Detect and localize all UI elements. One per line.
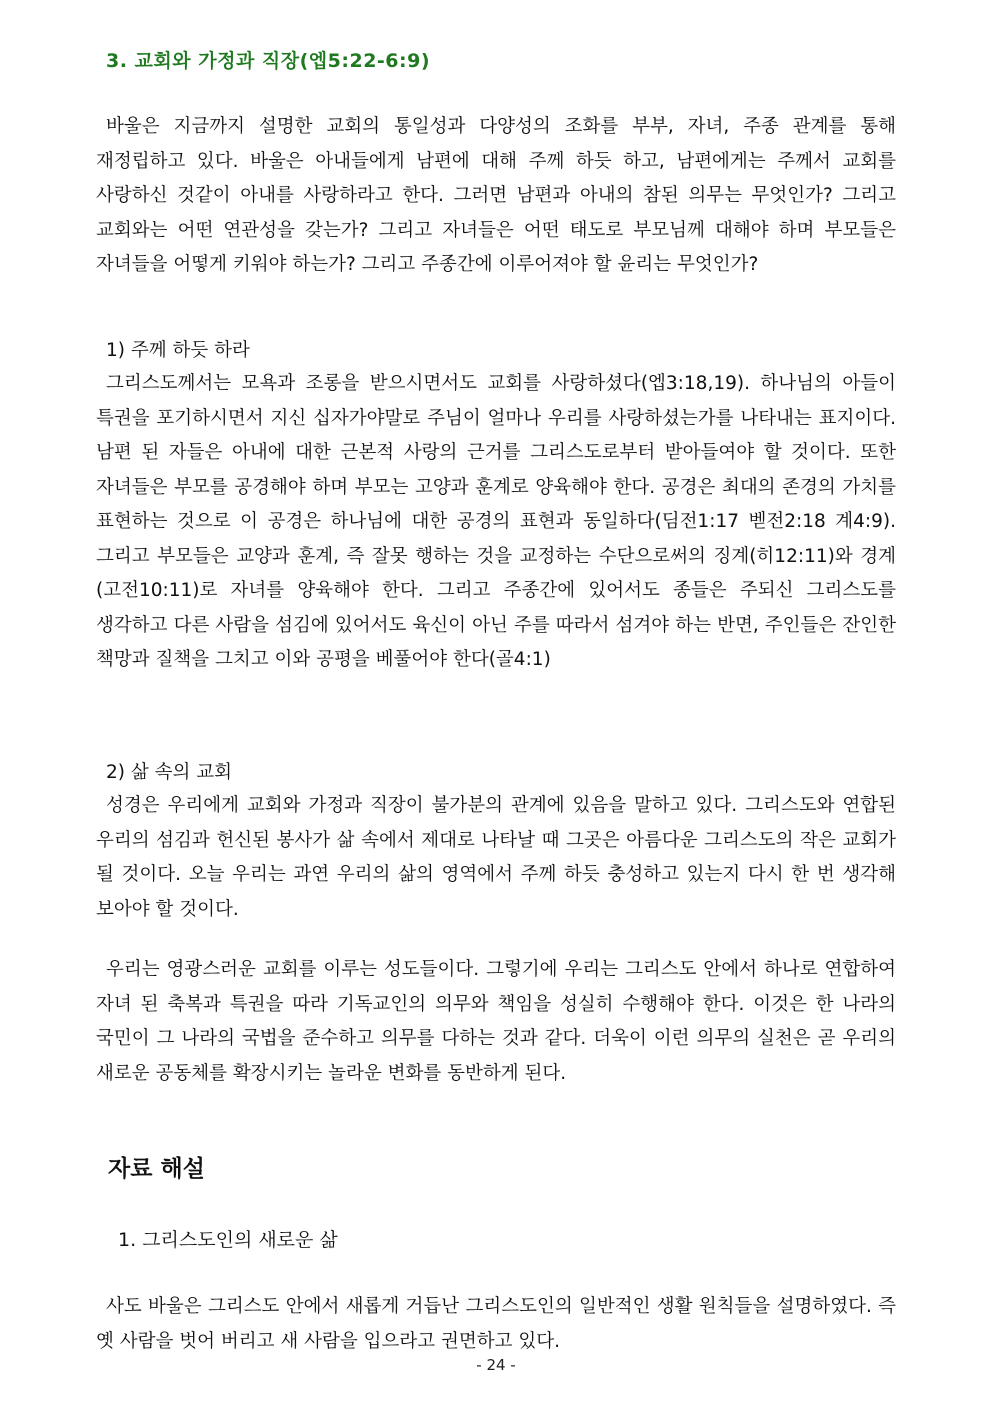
resource-item-1-body: 사도 바울은 그리스도 안에서 새롭게 거듭난 그리스도인의 일반적인 생활 원칙들을 설명하였다. 즉 옛 사람을 벗어 버리고 새 사람을 입으라고 권면하고 있다. [96, 1296, 896, 1352]
section-title: 3. 교회와 가정과 직장(엡5:22-6:9) [106, 50, 431, 72]
subsection-1-body: 그리스도께서는 모욕과 조롱을 받으시면서도 교회를 사랑하셨다(엡3:18,19). 하나님의 아들이 특권을 포기하시면서 지신 십자가야말로 주님이 얼마나 우리를 사랑하셨는가를 나타내는 표지이다. 남편 된 자들은 아내에 대한 근본적 사랑의 근거를 그리스도로부터 받아들여야 할 것이다. 또한 자녀들은 부모를 공경해야 하며 부모는 고양과 훈계로 양육해야 한다. 공경은 최대의 존경의 가치를 표현하는 것으로 이 공경은 하나님에 대한 공경의 표현과 동일하다(딤전1:17 벧전2:18 계4:9). 그리고 부모들은 교양과 훈계, 즉 잘못 행하는 것을 교정하는 수단으로써의 징계(히12:11)와 경계(고전10:11)로 자녀를 양육해야 한다. 그리고 주종간에 있어서도 종들은 주되신 그리스도를 생각하고 다른 사람을 섬김에 있어서도 육신이 아닌 주를 따라서 섬겨야 하는 반면, 주인들은 잔인한 책망과 질책을 그치고 이와 공평을 베풀어야 한다(골4:1) [96, 373, 896, 670]
subsection-2-heading: 2) 삶 속의 교회 [106, 762, 232, 783]
resource-heading: 자료 해설 [108, 1156, 205, 1182]
intro-paragraph: 바울은 지금까지 설명한 교회의 통일성과 다양성의 조화를 부부, 자녀, 주종 관계를 통해 재정립하고 있다. 바울은 아내들에게 남편에 대해 주께 하듯 하고, 남편에게는 주께서 교회를 사랑하신 것같이 아내를 사랑하라고 한다. 그러면 남편과 아내의 참된 의무는 무엇인가? 그리고 교회와는 어떤 연관성을 갖는가? 그리고 자녀들은 어떤 태도로 부모님께 대해야 하며 부모들은 자녀들을 어떻게 키워야 하는가? 그리고 주종간에 이루어져야 할 윤리는 무엇인가? [96, 116, 896, 275]
closing-paragraph: 우리는 영광스러운 교회를 이루는 성도들이다. 그렇기에 우리는 그리스도 안에서 하나로 연합하여 자녀 된 축복과 특권을 따라 기독교인의 의무와 책임을 성실히 수행해야 한다. 이것은 한 나라의 국민이 그 나라의 국법을 준수하고 의무를 다하는 것과 같다. 더욱이 이런 의무의 실천은 곧 우리의 새로운 공동체를 확장시키는 놀라운 변화를 동반하게 된다. [96, 959, 896, 1084]
document-page [96, 0, 896, 1403]
subsection-1-heading: 1) 주께 하듯 하라 [106, 340, 250, 361]
subsection-2-body: 성경은 우리에게 교회와 가정과 직장이 불가분의 관계에 있음을 말하고 있다. 그리스도와 연합된 우리의 섬김과 헌신된 봉사가 삶 속에서 제대로 나타날 때 그곳은 아름다운 그리스도의 작은 교회가 될 것이다. 오늘 우리는 과연 우리의 삶의 영역에서 주께 하듯 충성하고 있는지 다시 한 번 생각해 보아야 할 것이다. [96, 795, 896, 920]
resource-item-1-heading: 1. 그리스도인의 새로운 삶 [118, 1229, 338, 1251]
page-number: - 24 - [476, 1356, 516, 1374]
